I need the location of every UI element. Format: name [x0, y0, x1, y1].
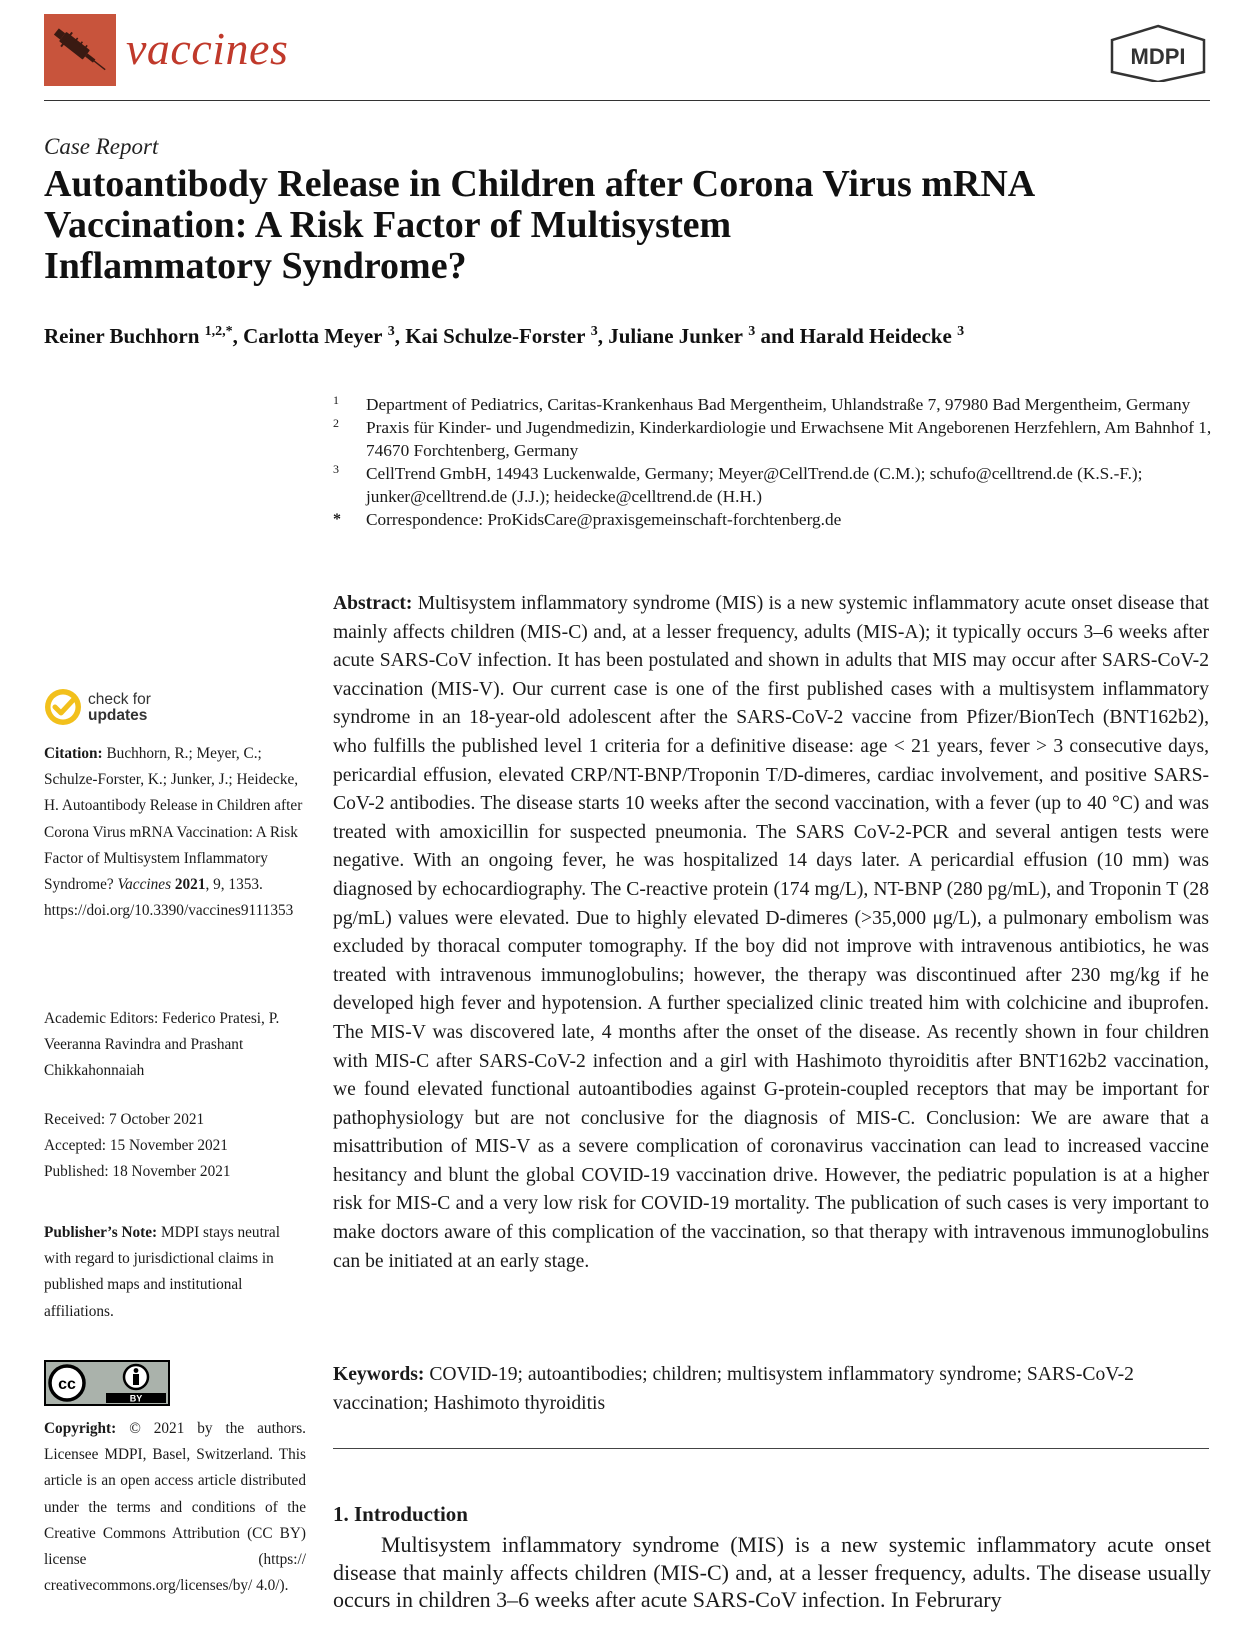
publisher-name: MDPI: [1130, 44, 1186, 69]
author-name[interactable]: Harald Heidecke: [799, 324, 952, 348]
affiliation-mark: 2: [333, 416, 339, 430]
correspondence-mark: *: [333, 511, 341, 528]
check-icon: [44, 688, 82, 726]
citation-text: Buchhorn, R.; Meyer, C.; Schulze-Forster, K.; Junker, J.; Heidecke, H. Autoantibody Release in Children after Corona Virus mRNA Vaccination: A Risk Factor of Multisystem Inflammatory Syndrome?: [44, 745, 303, 894]
author-affil-marks: 3: [957, 324, 965, 339]
abstract-text: Multisystem inflammatory syndrome (MIS) is a new systemic inflammatory acute onset disease that mainly affects children (MIS-C) and, at a lesser frequency, adults (MIS-A); it typically occurs 3–6 weeks after acute SARS-CoV infection. It has been postulated and shown in adults that MIS may occur after SARS-CoV-2 vaccination (MIS-V). Our current case is one of the first published cases with a multisystem inflammatory syndrome in an 18-year-old adolescent after the SARS-CoV-2 vaccine from Pfizer/BionTech (BNT162b2), who fulfills the published level 1 criteria for a definitive disease: age < 21 years, fever > 3 consecutive days, pericardial effusion, elevated CRP/NT-BNP/Troponin T/D-dimeres, cardiac involvement, and positive SARS-CoV-2 antibodies. The disease starts 10 weeks after the second vaccination, with a fever (up to 40 °C) and was treated with amoxicillin for suspected pneumonia. The SARS CoV-2-PCR and several antigen tests were negative. With an ongoing fever, he was hospitalized 14 days later. A pericardial effusion (10 mm) was diagnosed by echocardiography. The C-reactive protein (174 mg/L), NT-BNP (280 pg/mL), and Troponin T (28 pg/mL) values were elevated. Due to highly elevated D-dimeres (>35,000 μg/L), a pulmonary embolism was excluded by thoracal computer tomography. If the boy did not improve with intravenous antibiotics, he was treated with intravenous immunoglobulins; however, the therapy was discontinued after 230 mg/kg if he developed high fever and hypotension. A further specialized clinic treated him with colchicine and ibuprofen. The MIS-V was discovered late, 4 months after the onset of the disease. As recently shown in four children with MIS-C after SARS-CoV-2 infection and a girl with Hashimoto thyroiditis after BNT162b2 vaccination, we found elevated functional autoantibodies against G-protein-coupled receptors that may be important for pathophysiology but are not conclusive for the diagnosis of MIS-C. Conclusion: We are aware that a misattribution of MIS-V as a severe complication of coronavirus vaccination can lead to increased vaccine hesitancy and blunt the global COVID-19 vaccination drive. However, the pediatric population is at a higher risk for MIS-C and a very low risk for COVID-19 mortality. The publication of such cases is very important to make doctors aware of this complication of the vaccination, so that therapy with intravenous immunoglobulins can be initiated at an early stage.: [333, 593, 1209, 1272]
author-separator: and: [755, 324, 800, 348]
mdpi-logo-icon: [1108, 24, 1208, 82]
header-rule: [44, 100, 1210, 101]
academic-editors: Academic Editors: Federico Pratesi, P. Veeranna Ravindra and Prashant Chikkahonnaiah: [44, 1010, 280, 1080]
introduction-paragraph: Multisystem inflammatory syndrome (MIS) is a new systemic inflammatory acute onset disease that mainly affects children (MIS-C) and, at a lesser frequency, adults. The disease usually occurs in children 3–6 weeks after acute SARS-CoV infection. In Februrary: [333, 1532, 1211, 1612]
author-name[interactable]: Kai Schulze-Forster: [405, 324, 586, 348]
syringe-icon: [44, 14, 116, 86]
by-text: BY: [129, 1393, 143, 1404]
check-line: check for: [88, 691, 151, 708]
copyright-block: [44, 1416, 306, 1599]
author-name[interactable]: Reiner Buchhorn: [44, 324, 200, 348]
author-affil-marks: 3: [387, 324, 395, 339]
abstract: [333, 590, 1209, 1276]
author-affil-marks: 3: [748, 324, 756, 339]
abstract-label: Abstract:: [333, 593, 413, 614]
cc-by-license-icon[interactable]: [44, 1360, 170, 1406]
affiliation-mark: 1: [333, 393, 339, 407]
author-name[interactable]: Juliane Junker: [608, 324, 743, 348]
section-heading-introduction: 1. Introduction: [333, 1502, 468, 1526]
publisher-note: [44, 1220, 306, 1325]
author-separator: ,: [232, 324, 244, 348]
keywords: [333, 1361, 1209, 1418]
author-separator: ,: [597, 324, 609, 348]
updates-line: updates: [88, 707, 148, 724]
article-type: Case Report: [44, 134, 159, 159]
citation-block: [44, 741, 306, 924]
copyright-label: Copyright:: [44, 1420, 117, 1437]
affiliation-item: [333, 462, 1213, 508]
keywords-text: COVID-19; autoantibodies; children; multisystem inflammatory syndrome; SARS-CoV-2 vaccination; Hashimoto thyroiditis: [333, 1364, 1134, 1414]
journal-name: vaccines: [126, 23, 289, 74]
correspondence-text[interactable]: Correspondence: ProKidsCare@praxisgemeinschaft-forchtenberg.de: [366, 510, 842, 529]
publisher-note-label: Publisher’s Note:: [44, 1224, 158, 1241]
author-name[interactable]: Carlotta Meyer: [243, 324, 383, 348]
citation-journal: Vaccines: [117, 876, 172, 894]
section-divider: [333, 1448, 1209, 1449]
author-list: [44, 324, 964, 349]
publication-dates: [44, 1107, 306, 1186]
cc-text: cc: [58, 1376, 76, 1393]
author-affil-marks: 1,2,*: [204, 324, 233, 339]
check-for-updates-text: [88, 692, 151, 724]
author-affil-marks: 3: [590, 324, 598, 339]
affiliation-text: Praxis für Kinder- und Jugendmedizin, Kinderkardiologie und Erwachsene Mit Angeborenen Herzfehlern, Am Bahnhof 1, 74670 Forchtenberg, Germany: [366, 418, 1212, 460]
accepted-date: Accepted: 15 November 2021: [44, 1137, 228, 1155]
published-date: Published: 18 November 2021: [44, 1163, 231, 1181]
citation-label: Citation:: [44, 745, 103, 762]
copyright-text: © 2021 by the authors. Licensee MDPI, Basel, Switzerland. This article is an open access article distributed under the terms and conditions of the Creative Commons Attribution (CC BY) license (https:// creativecommons.org/licenses/by/ 4.0/).: [44, 1420, 306, 1595]
article-title: [44, 164, 1214, 287]
check-for-updates-badge[interactable]: [44, 688, 214, 732]
title-line: Autoantibody Release in Children after Corona Virus mRNA: [44, 163, 1036, 205]
title-line: Vaccination: A Risk Factor of Multisystem: [44, 204, 732, 246]
affiliation-item: [333, 416, 1213, 462]
author-separator: ,: [394, 324, 406, 348]
publisher-note-text: MDPI stays neutral with regard to jurisdictional claims in published maps and institutional affiliations.: [44, 1224, 280, 1320]
affiliation-mark: 3: [333, 462, 339, 476]
citation-doi[interactable]: , 9, 1353. https://doi.org/10.3390/vaccines9111353: [44, 876, 294, 920]
received-date: Received: 7 October 2021: [44, 1111, 205, 1128]
affiliations: [333, 393, 1213, 531]
affiliation-item: [333, 393, 1213, 416]
affiliation-text: Department of Pediatrics, Caritas-Krankenhaus Bad Mergentheim, Uhlandstraße 7, 97980 Bad Mergentheim, Germany: [366, 395, 1191, 414]
journal-logo: [44, 14, 116, 86]
affiliation-text[interactable]: CellTrend GmbH, 14943 Luckenwalde, Germany; Meyer@CellTrend.de (C.M.); schufo@celltrend.de (K.S.-F.); junker@celltrend.de (J.J.); heidecke@celltrend.de (H.H.): [366, 464, 1143, 506]
citation-year: 2021: [174, 876, 206, 894]
title-line: Inflammatory Syndrome?: [44, 245, 467, 287]
correspondence-item: [333, 508, 1213, 531]
keywords-label: Keywords:: [333, 1364, 425, 1385]
